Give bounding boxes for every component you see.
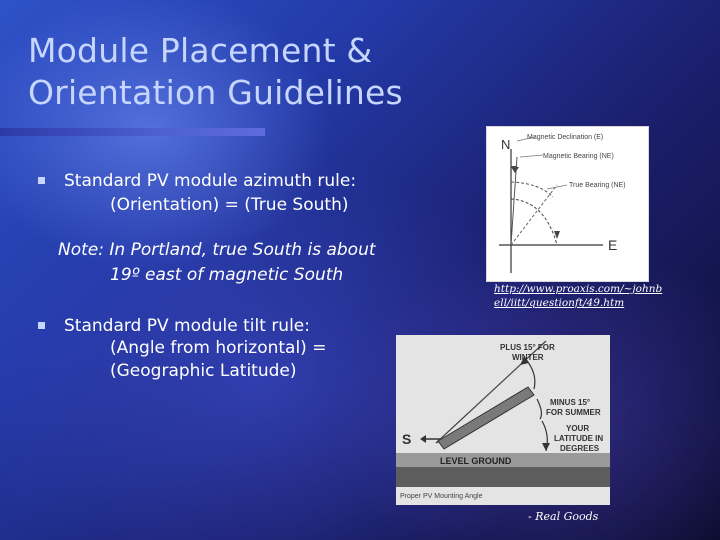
your-latitude-label-1: YOUR: [566, 424, 590, 433]
bullet-azimuth-text: Standard PV module azimuth rule:: [64, 171, 357, 191]
bullet-tilt-sub-2: (Geographic Latitude): [110, 361, 297, 381]
bullet-square-icon: [38, 322, 45, 329]
bullet-square-icon: [38, 177, 45, 184]
true-bearing-label: True Bearing (NE): [569, 182, 626, 189]
level-ground-label: LEVEL GROUND: [440, 456, 512, 466]
declination-figure: [486, 126, 649, 282]
magnetic-bearing-label: Magnetic Bearing (NE): [543, 153, 614, 160]
note-line-2: 19º east of magnetic South: [110, 265, 344, 285]
bullet-azimuth-sub: (Orientation) = (True South): [110, 195, 349, 215]
bullet-tilt-text: Standard PV module tilt rule:: [64, 316, 310, 336]
winter-label: WINTER: [512, 353, 544, 362]
title-line-2: Orientation Guidelines: [28, 73, 403, 112]
slide-title: [28, 30, 448, 114]
mounting-angle-diagram: [396, 335, 610, 505]
south-label: S: [402, 431, 412, 447]
note-line-1: Note: In Portland, true South is about: [58, 240, 376, 260]
your-latitude-label-2: LATITUDE IN: [554, 434, 604, 443]
title-underline: [0, 128, 265, 136]
north-label: N: [501, 137, 511, 152]
your-latitude-label-3: DEGREES: [560, 444, 600, 453]
declination-diagram: [487, 127, 648, 281]
east-label: E: [608, 237, 618, 253]
title-line-1: Module Placement &: [28, 31, 373, 70]
mounting-caption: Proper PV Mounting Angle: [400, 493, 483, 500]
portland-note: [58, 238, 376, 288]
plus-label: PLUS 15° FOR: [500, 343, 555, 352]
image-credit: - Real Goods: [528, 510, 599, 523]
source-link[interactable]: http://www.proaxis.com/~johnbell/iitt/questionft/49.htm: [494, 283, 663, 309]
summer-label: FOR SUMMER: [546, 408, 601, 417]
mounting-angle-figure: [396, 335, 610, 505]
minus-label: MINUS 15°: [550, 398, 591, 407]
bullet-tilt-sub-1: (Angle from horizontal) =: [110, 338, 327, 358]
declination-label: Magnetic Declination (E): [527, 134, 604, 141]
